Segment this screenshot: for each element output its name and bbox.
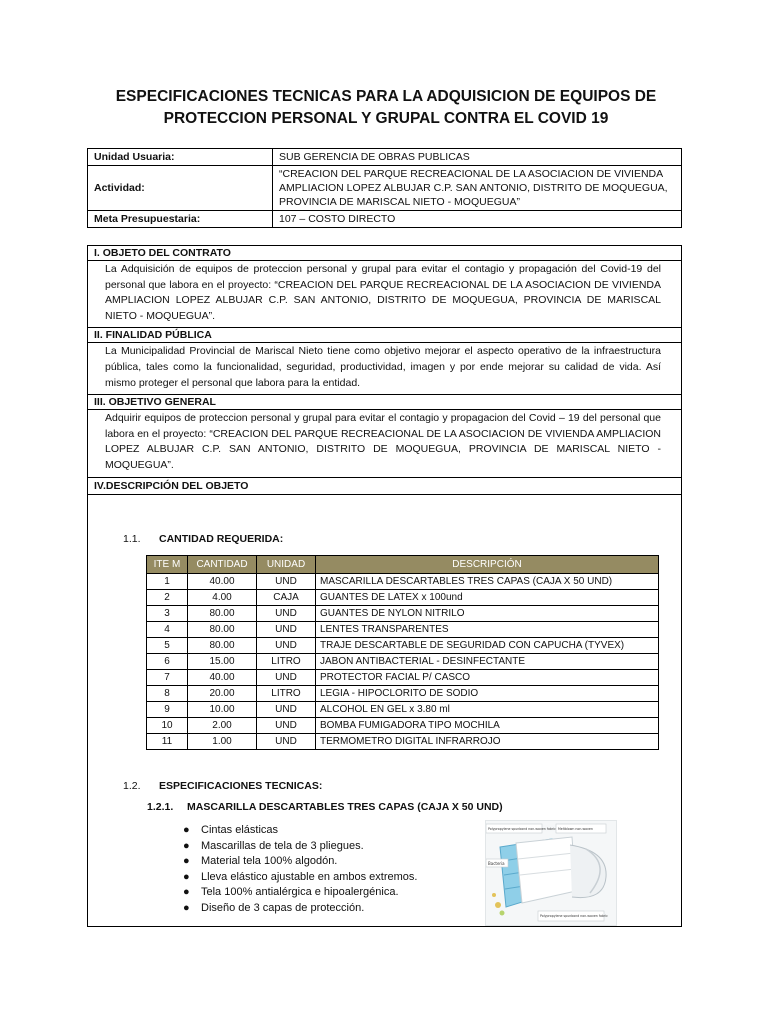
mask-diagram-svg bbox=[486, 821, 616, 925]
cantidad-cell: 15.00 bbox=[188, 654, 257, 670]
bullet-dot-icon: ● bbox=[183, 886, 190, 898]
section-objetivo-body: Adquirir equipos de proteccion personal y grupal para evitar el contagio y propagacion del Covid – 19 del personal que labora en el proyecto: “CREACION DEL PARQUE RECREACIONAL DE LA ASOCIACION DE VIVIENDA AMPLIACION LOPEZ ALBUJAR C.P. SAN ANTONIO, DISTRITO DE MOQUEGUA, PROVINCIA DE MARISCAL NIETO - MOQUEGUA”. bbox=[88, 410, 681, 477]
items-row bbox=[147, 670, 659, 686]
descripcion-cell: TRAJE DESCARTABLE DE SEGURIDAD CON CAPUCHA (TYVEX) bbox=[316, 638, 659, 654]
cantidad-cell: 40.00 bbox=[188, 574, 257, 590]
cantidad-cell: 4.00 bbox=[188, 590, 257, 606]
items-row bbox=[147, 574, 659, 590]
section-finalidad-heading: II. FINALIDAD PÚBLICA bbox=[88, 328, 681, 343]
cantidad-heading bbox=[123, 533, 283, 545]
bullet-item bbox=[183, 823, 417, 839]
descripcion-cell: TERMOMETRO DIGITAL INFRARROJO bbox=[316, 734, 659, 750]
cantidad-label: CANTIDAD REQUERIDA: bbox=[159, 533, 284, 545]
unidad-cell: CAJA bbox=[257, 590, 316, 606]
mascarilla-bullet-list bbox=[183, 823, 417, 916]
unidad-cell: UND bbox=[257, 718, 316, 734]
items-row bbox=[147, 654, 659, 670]
info-table bbox=[87, 148, 682, 228]
unidad-cell: UND bbox=[257, 606, 316, 622]
cantidad-cell: 40.00 bbox=[188, 670, 257, 686]
bullet-text: Tela 100% antialérgica e hipoalergénica. bbox=[201, 886, 399, 898]
items-row bbox=[147, 590, 659, 606]
bullet-item bbox=[183, 901, 417, 917]
bullet-dot-icon: ● bbox=[183, 824, 190, 836]
items-row bbox=[147, 734, 659, 750]
mascarilla-label: MASCARILLA DESCARTABLES TRES CAPAS (CAJA X 50 UND) bbox=[187, 801, 503, 813]
unidad-cell: UND bbox=[257, 734, 316, 750]
especificaciones-label: ESPECIFICACIONES TECNICAS: bbox=[159, 780, 323, 792]
descripcion-cell: PROTECTOR FACIAL P/ CASCO bbox=[316, 670, 659, 686]
item-cell: 6 bbox=[147, 654, 188, 670]
unidad-cell: UND bbox=[257, 574, 316, 590]
descripcion-cell: JABON ANTIBACTERIAL - DESINFECTANTE bbox=[316, 654, 659, 670]
bullet-dot-icon: ● bbox=[183, 839, 190, 852]
bullet-item bbox=[183, 885, 417, 901]
actividad-label: Actividad: bbox=[88, 166, 273, 211]
items-row bbox=[147, 638, 659, 654]
items-row bbox=[147, 606, 659, 622]
item-cell: 11 bbox=[147, 734, 188, 750]
bullet-dot-icon: ● bbox=[183, 855, 190, 867]
info-row-meta bbox=[88, 211, 682, 228]
items-body bbox=[147, 574, 659, 750]
section-objeto-body: La Adquisición de equipos de proteccion personal y grupal para evitar el contagio y propagación del Covid-19 del personal que labora en el proyecto: “CREACION DEL PARQUE RECREACIONAL DE LA ASOCIACION DE VIVIENDA AMPLIACION LOPEZ ALBUJAR C.P. SAN ANTONIO, DISTRITO DE MOQUEGUA, PROVINCIA DE MARISCAL NIETO - MOQUEGUA”. bbox=[88, 261, 681, 328]
title-line-2: PROTECCION PERSONAL Y GRUPAL CONTRA EL COVID 19 bbox=[163, 110, 609, 127]
unidad-value: SUB GERENCIA DE OBRAS PUBLICAS bbox=[273, 149, 682, 166]
header-unidad: UNIDAD bbox=[257, 556, 316, 574]
bullet-item bbox=[183, 854, 417, 870]
section-objeto-heading: I. OBJETO DEL CONTRATO bbox=[88, 246, 681, 261]
actividad-value: “CREACION DEL PARQUE RECREACIONAL DE LA ASOCIACION DE VIVIENDA AMPLIACION LOPEZ ALBUJAR C.P. SAN ANTONIO, DISTRITO DE MOQUEGUA, PROVINCIA DE MARISCAL NIETO - MOQUEGUA” bbox=[273, 166, 682, 211]
item-cell: 5 bbox=[147, 638, 188, 654]
unidad-label: Unidad Usuaria: bbox=[88, 149, 273, 166]
bullet-text: Cintas elásticas bbox=[201, 824, 279, 836]
bullet-dot-icon: ● bbox=[183, 870, 190, 883]
cantidad-cell: 80.00 bbox=[188, 606, 257, 622]
cantidad-cell: 1.00 bbox=[188, 734, 257, 750]
section-descripcion-heading: IV.DESCRIPCIÓN DEL OBJETO bbox=[88, 478, 681, 495]
cantidad-number: 1.1. bbox=[123, 533, 141, 545]
unidad-cell: UND bbox=[257, 622, 316, 638]
descripcion-cell: BOMBA FUMIGADORA TIPO MOCHILA bbox=[316, 718, 659, 734]
bullet-text: Mascarillas de tela de 3 pliegues. bbox=[201, 839, 364, 852]
bullet-dot-icon: ● bbox=[183, 901, 190, 914]
items-row bbox=[147, 622, 659, 638]
descripcion-cell: LENTES TRANSPARENTES bbox=[316, 622, 659, 638]
bullet-text: Lleva elástico ajustable en ambos extremos. bbox=[201, 870, 418, 883]
mascarilla-heading bbox=[147, 801, 503, 813]
bullet-text: Diseño de 3 capas de protección. bbox=[201, 901, 365, 914]
unidad-cell: UND bbox=[257, 670, 316, 686]
especificaciones-number: 1.2. bbox=[123, 780, 141, 792]
section-objetivo-heading: III. OBJETIVO GENERAL bbox=[88, 395, 681, 410]
title-line-1: ESPECIFICACIONES TECNICAS PARA LA ADQUISICION DE EQUIPOS DE bbox=[115, 88, 657, 105]
mask-label-top-left: Polypropylene spunbond non-woven fabric bbox=[488, 827, 556, 831]
cantidad-cell: 2.00 bbox=[188, 718, 257, 734]
mascarilla-number: 1.2.1. bbox=[147, 801, 174, 813]
header-item: ITE M bbox=[147, 556, 188, 574]
cantidad-cell: 80.00 bbox=[188, 638, 257, 654]
item-cell: 3 bbox=[147, 606, 188, 622]
items-row bbox=[147, 686, 659, 702]
cantidad-cell: 10.00 bbox=[188, 702, 257, 718]
bullet-text: Material tela 100% algodón. bbox=[201, 855, 338, 867]
mask-label-top-right: Meltblown non-woven bbox=[558, 827, 593, 831]
unidad-cell: LITRO bbox=[257, 654, 316, 670]
especificaciones-heading bbox=[123, 780, 322, 792]
item-cell: 4 bbox=[147, 622, 188, 638]
info-row-unidad bbox=[88, 149, 682, 166]
item-cell: 7 bbox=[147, 670, 188, 686]
descripcion-cell: GUANTES DE NYLON NITRILO bbox=[316, 606, 659, 622]
mask-diagram-image bbox=[485, 820, 617, 926]
meta-value: 107 – COSTO DIRECTO bbox=[273, 211, 682, 228]
items-row bbox=[147, 718, 659, 734]
descripcion-cell: LEGIA - HIPOCLORITO DE SODIO bbox=[316, 686, 659, 702]
bullet-item bbox=[183, 839, 417, 855]
item-cell: 10 bbox=[147, 718, 188, 734]
items-header-row bbox=[147, 556, 659, 574]
items-row bbox=[147, 702, 659, 718]
unidad-cell: UND bbox=[257, 638, 316, 654]
meta-label: Meta Presupuestaria: bbox=[88, 211, 273, 228]
cantidad-cell: 80.00 bbox=[188, 622, 257, 638]
item-cell: 9 bbox=[147, 702, 188, 718]
cantidad-cell: 20.00 bbox=[188, 686, 257, 702]
items-table bbox=[146, 555, 659, 750]
item-cell: 1 bbox=[147, 574, 188, 590]
item-cell: 2 bbox=[147, 590, 188, 606]
section-finalidad-body: La Municipalidad Provincial de Mariscal Nieto tiene como objetivo mejorar el aspecto operativo de la infraestructura pública, tales como la funcionalidad, seguridad, productividad, imagen y por ende mejorar su calidad de vida. Así mismo proteger el personal que labora para la entidad. bbox=[88, 343, 681, 395]
item-cell: 8 bbox=[147, 686, 188, 702]
mask-label-bacteria: Bacteria bbox=[488, 861, 505, 866]
header-descripcion: DESCRIPCIÓN bbox=[316, 556, 659, 574]
unidad-cell: UND bbox=[257, 702, 316, 718]
mask-label-bottom: Polypropylene spunbond non-woven fabric bbox=[540, 914, 608, 918]
descripcion-cell: GUANTES DE LATEX x 100und bbox=[316, 590, 659, 606]
descripcion-cell: ALCOHOL EN GEL x 3.80 ml bbox=[316, 702, 659, 718]
header-cantidad: CANTIDAD bbox=[188, 556, 257, 574]
document-title bbox=[90, 86, 682, 130]
bullet-item bbox=[183, 870, 417, 886]
info-row-actividad bbox=[88, 166, 682, 211]
unidad-cell: LITRO bbox=[257, 686, 316, 702]
descripcion-cell: MASCARILLA DESCARTABLES TRES CAPAS (CAJA X 50 UND) bbox=[316, 574, 659, 590]
